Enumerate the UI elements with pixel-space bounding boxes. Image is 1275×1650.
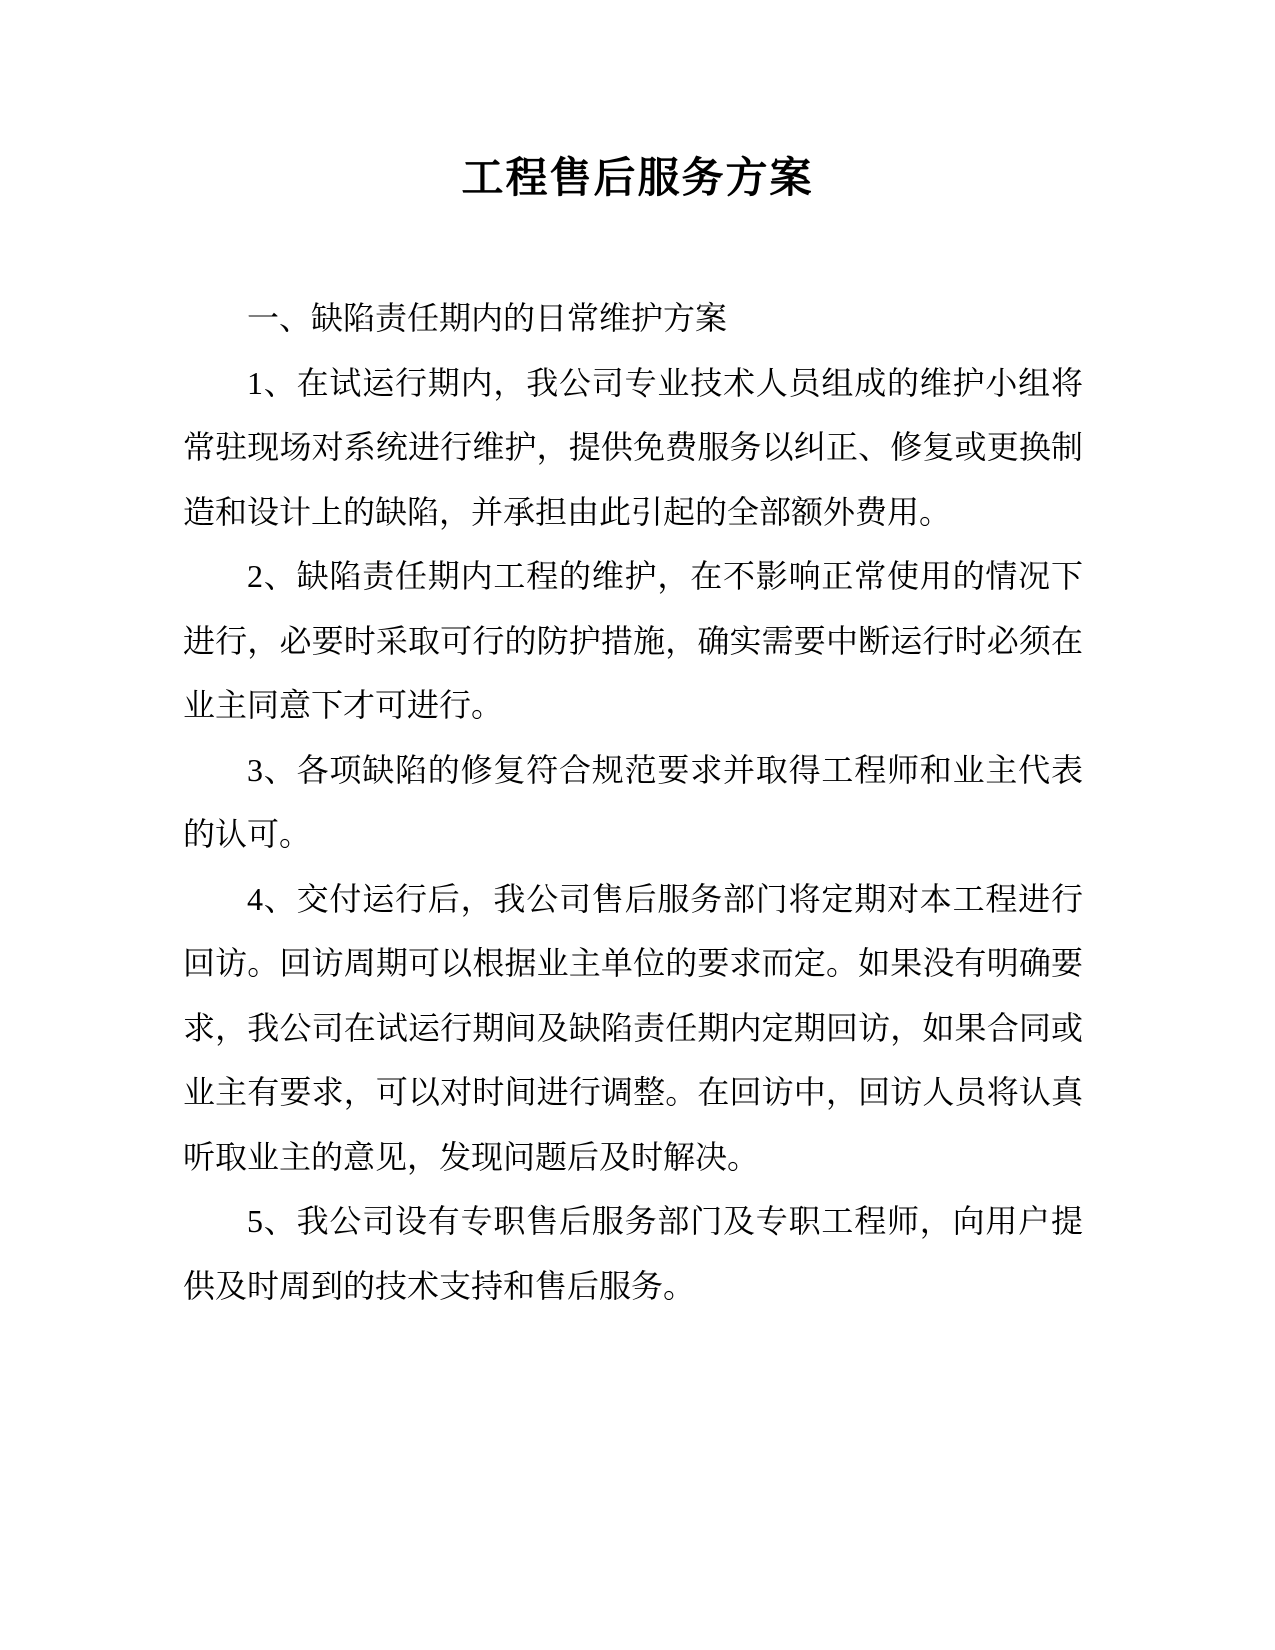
item-text: 、缺陷责任期内工程的维护，在不影响正常使用的情况下进行，必要时采取可行的防护措施，确实需要中断运行时必须在业主同意下才可进行。 bbox=[183, 557, 1083, 724]
item-number: 4 bbox=[247, 880, 263, 917]
item-text: 、交付运行后，我公司售后服务部门将定期对本工程进行回访。回访周期可以根据业主单位的要求而定。如果没有明确要求，我公司在试运行期间及缺陷责任期内定期回访，如果合同或业主有要求，可以对时间进行调整。在回访中，回访人员将认真听取业主的意见，发现问题后及时解决。 bbox=[183, 879, 1083, 1176]
item-text: 、在试运行期内，我公司专业技术人员组成的维护小组将常驻现场对系统进行维护，提供免费服务以纠正、修复或更换制造和设计上的缺陷，并承担由此引起的全部额外费用。 bbox=[183, 363, 1083, 531]
document-title: 工程售后服务方案 bbox=[461, 153, 814, 202]
item-number: 2 bbox=[247, 558, 263, 594]
document-body bbox=[183, 286, 1083, 1318]
list-item bbox=[183, 738, 1083, 867]
item-number: 5 bbox=[247, 1203, 263, 1239]
list-item bbox=[183, 351, 1083, 545]
list-item bbox=[183, 867, 1083, 1190]
item-number: 3 bbox=[247, 751, 263, 788]
section-heading: 一、缺陷责任期内的日常维护方案 bbox=[247, 299, 728, 337]
item-text: 、各项缺陷的修复符合规范要求并取得工程师和业主代表的认可。 bbox=[183, 750, 1083, 853]
item-text: 、我公司设有专职售后服务部门及专职工程师，向用户提供及时周到的技术支持和售后服务。 bbox=[183, 1202, 1083, 1305]
list-item bbox=[183, 1189, 1083, 1318]
item-number: 1 bbox=[247, 364, 263, 401]
list-item bbox=[183, 544, 1083, 738]
